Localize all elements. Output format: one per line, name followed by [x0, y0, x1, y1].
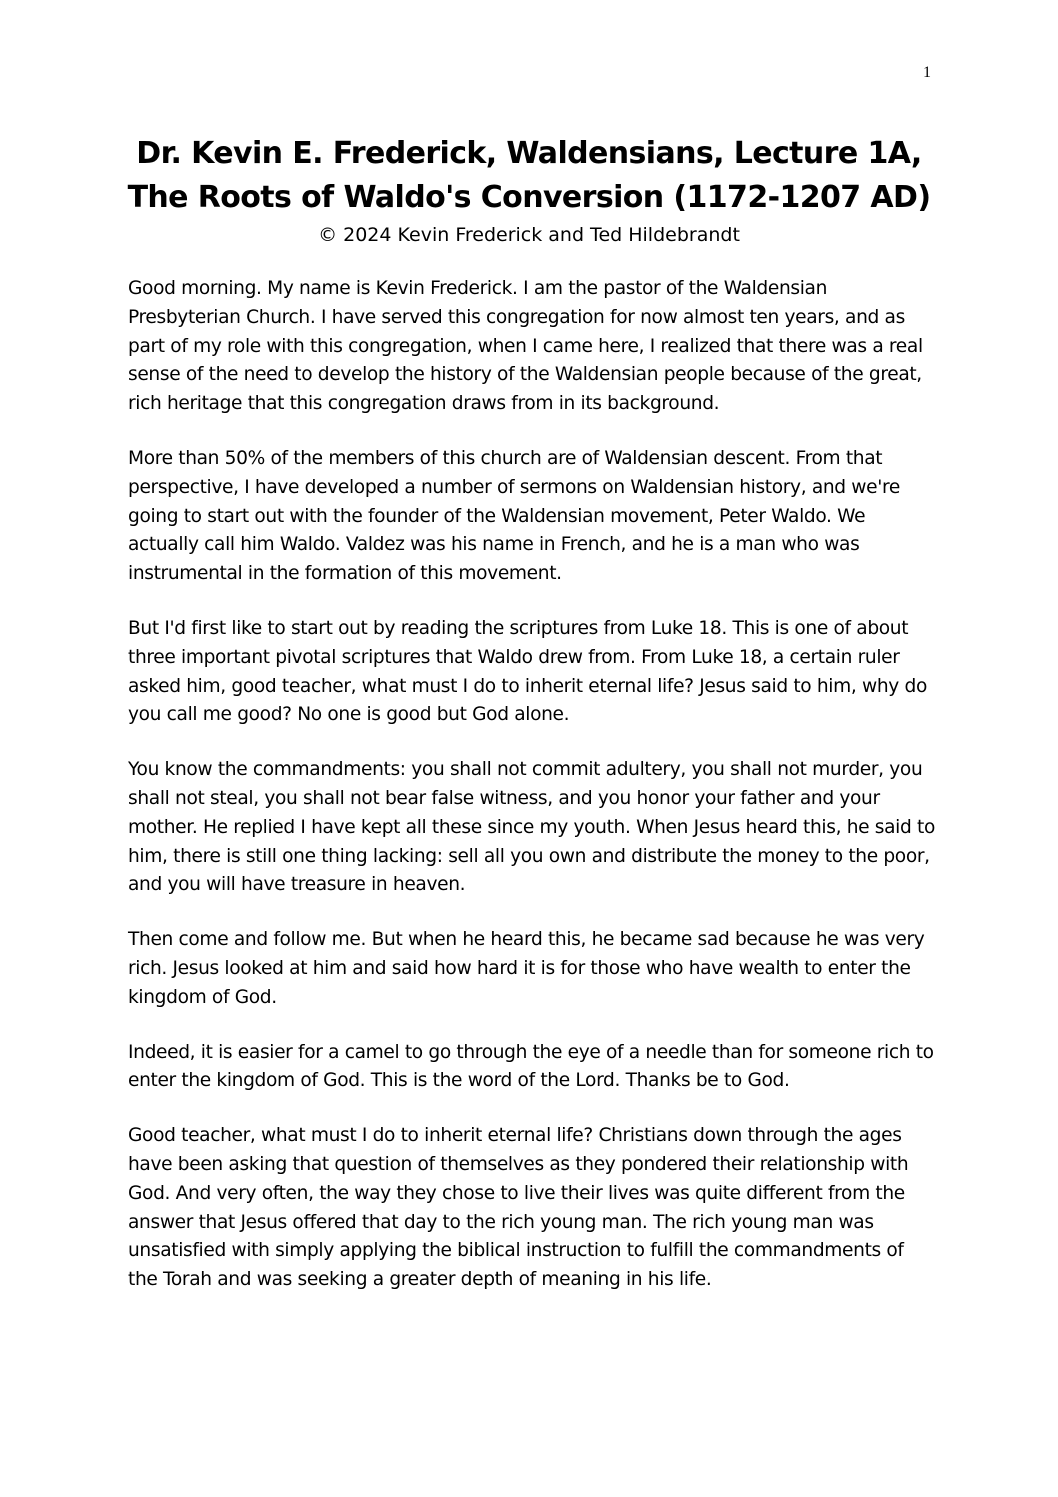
document-header — [90, 132, 968, 248]
copyright-notice: © 2024 Kevin Frederick and Ted Hildebrandt — [318, 224, 740, 246]
paragraph-2: More than 50% of the members of this church are of Waldensian descent. From that perspective, I have developed a number of sermons on Waldensian history, and we're going to start out with the founder of the Waldensian movement, Peter Waldo. We actually call him Waldo. Valdez was his name in French, and he is a man who was instrumental in the formation of this movement. — [128, 447, 900, 585]
page-number: 1 — [923, 64, 931, 81]
document-title-line-2: The Roots of Waldo's Conversion (1172-1207 AD) — [127, 180, 931, 215]
paragraph-1: Good morning. My name is Kevin Frederick. I am the pastor of the Waldensian Presbyterian Church. I have served this congregation for now almost ten years, and as part of my role with this congregation, when I came here, I realized that there was a real sense of the need to develop the history of the Waldensian people because of the great, rich heritage that this congregation draws from in its background. — [128, 278, 923, 415]
paragraph-4: You know the commandments: you shall not commit adultery, you shall not murder, you shall not steal, you shall not bear false witness, and you honor your father and your mother. He replied I have kept all these since my youth. When Jesus heard this, he said to him, there is still one thing lacking: sell all you own and distribute the money to the poor, and you will have treasure in heaven. — [128, 759, 935, 896]
paragraph-7: Good teacher, what must I do to inherit eternal life? Christians down through the ages have been asking that question of themselves as they pondered their relationship with God. And very often, the way they chose to live their lives was quite different from the answer that Jesus offered that day to the rich young man. The rich young man was unsatisfied with simply applying the biblical instruction to fulfill the commandments of the Torah and was seeking a greater depth of meaning in his life. — [128, 1125, 909, 1291]
paragraph-3: But I'd first like to start out by reading the scriptures from Luke 18. This is one of about three important pivotal scriptures that Waldo drew from. From Luke 18, a certain ruler asked him, good teacher, what must I do to inherit eternal life? Jesus said to him, why do you call me good? No one is good but God alone. — [128, 617, 927, 726]
paragraph-6: Indeed, it is easier for a camel to go through the eye of a needle than for someone rich to enter the kingdom of God. This is the word of the Lord. Thanks be to God. — [128, 1041, 934, 1092]
paragraph-5: Then come and follow me. But when he heard this, he became sad because he was very rich. Jesus looked at him and said how hard it is for those who have wealth to enter the kingdom of God. — [128, 929, 925, 1008]
document-title-line-1: Dr. Kevin E. Frederick, Waldensians, Lecture 1A, — [136, 136, 922, 171]
lecture-body — [128, 275, 936, 1321]
